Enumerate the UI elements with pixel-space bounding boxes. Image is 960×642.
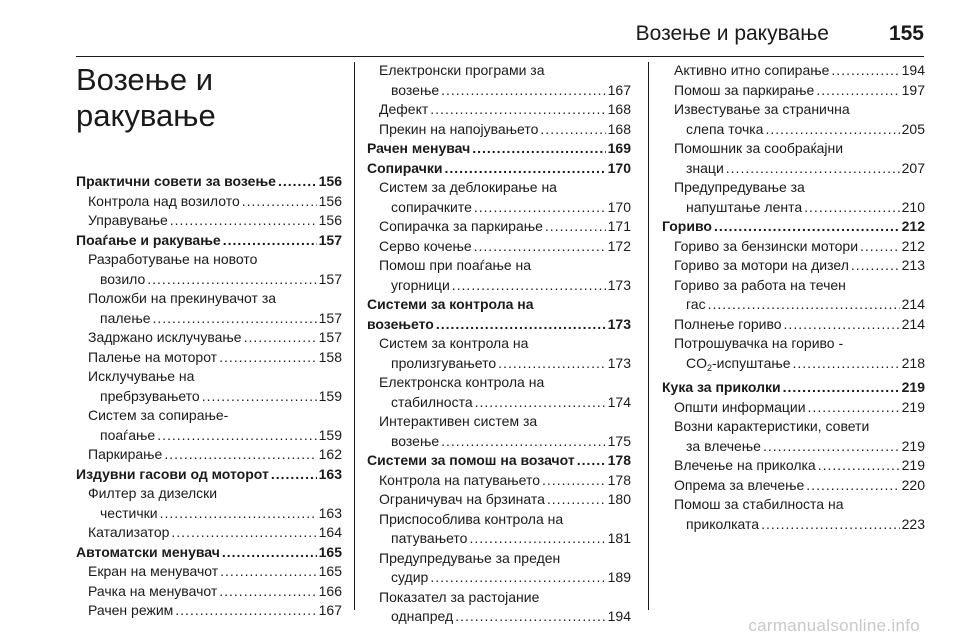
toc-entry-line: Разработување на новото <box>88 251 258 267</box>
toc-entry[interactable]: Прекин на напојувањето ..... 168 <box>367 120 631 140</box>
toc-entry-line: Електронска контрола на <box>379 374 545 390</box>
toc-entry[interactable]: Ограничувач на брзината ..... 180 <box>367 490 631 510</box>
toc-entry[interactable]: Дефект ..... 168 <box>367 100 631 120</box>
toc-entry[interactable]: Автоматски менувач ..... 165 <box>76 543 342 563</box>
toc-entry[interactable]: Рачен менувач ..... 169 <box>367 139 631 159</box>
toc-entry[interactable]: угорници ..... 173 <box>367 276 631 296</box>
toc-entry-line: Предупредување за преден <box>379 549 561 566</box>
toc-entry[interactable]: палење ..... 157 <box>76 309 342 329</box>
toc-entry[interactable]: Полнење гориво ..... 214 <box>662 315 925 335</box>
toc-entry[interactable]: Серво кочење ..... 172 <box>367 237 631 257</box>
toc-entry[interactable]: возење ..... 175 <box>367 432 631 452</box>
toc-entry-line: Систем за сопирање- <box>88 407 229 423</box>
toc-column-1 <box>76 172 342 621</box>
toc-entry[interactable]: честички ..... 163 <box>76 504 342 524</box>
page-number: 155 <box>888 22 924 45</box>
header-rule <box>76 56 924 57</box>
toc-entry[interactable]: Рачка на менувачот ..... 166 <box>76 582 342 602</box>
toc-entry[interactable]: Гориво за мотори на дизел ..... 213 <box>662 256 925 276</box>
toc-entry[interactable]: $CO_2$-испуштање ..... 218 <box>662 354 925 379</box>
toc-entry-line: Помошник за сообраќајни <box>674 140 844 156</box>
toc-entry[interactable]: Општи информации ..... 219 <box>662 398 925 418</box>
toc-entry[interactable]: возење ..... 167 <box>367 81 631 101</box>
toc-entry[interactable]: Сопирачка за паркирање ..... 171 <box>367 217 631 237</box>
toc-entry-line: Филтер за дизелски <box>88 485 218 501</box>
toc-entry[interactable]: стабилноста ..... 174 <box>367 393 631 413</box>
toc-entry[interactable]: Системи за помош на возачот ..... 178 <box>367 451 631 471</box>
toc-entry-line: Интерактивен систем за <box>379 413 538 429</box>
toc-entry-line: Потрошувачка на гориво - <box>674 335 844 351</box>
toc-entry-line: Положби на прекинувачот за <box>88 290 277 306</box>
toc-entry[interactable]: Опрема за влечење ..... 220 <box>662 476 925 496</box>
toc-entry[interactable]: пролизгувањето ..... 173 <box>367 354 631 374</box>
toc-entry[interactable]: поаѓање ..... 159 <box>76 426 342 446</box>
toc-entry[interactable]: возењето ..... 173 <box>367 315 631 335</box>
toc-entry[interactable]: слепа точка ..... 205 <box>662 120 925 140</box>
toc-entry[interactable]: приколката ..... 223 <box>662 515 925 535</box>
toc-entry-line: Исклучување на <box>88 368 195 384</box>
watermark: carmanualsonline.info <box>748 616 920 635</box>
toc-entry[interactable]: Контрола над возилото ..... 156 <box>76 192 342 212</box>
toc-entry[interactable]: знаци ..... 207 <box>662 159 925 179</box>
toc-entry[interactable]: судир ..... 189 <box>367 568 631 588</box>
toc-entry[interactable]: Катализатор ..... 164 <box>76 523 342 543</box>
toc-entry[interactable]: возило ..... 157 <box>76 270 342 290</box>
toc-column-3 <box>662 61 925 534</box>
toc-entry-line: Систем за контрола на <box>379 335 529 351</box>
toc-entry-line: Електронски програми за <box>379 62 545 78</box>
toc-entry[interactable]: Гориво за бензински мотори ..... 212 <box>662 237 925 257</box>
toc-entry[interactable]: Контрола на патувањето ..... 178 <box>367 471 631 491</box>
toc-entry[interactable]: Задржано исклучување ..... 157 <box>76 328 342 348</box>
toc-entry[interactable]: Рачен режим ..... 167 <box>76 601 342 621</box>
toc-entry[interactable]: пребрзувањето ..... 159 <box>76 387 342 407</box>
toc-entry[interactable]: патувањето ..... 181 <box>367 529 631 549</box>
toc-entry[interactable]: Паркирање ..... 162 <box>76 445 342 465</box>
toc-entry[interactable]: Влечење на приколка ..... 219 <box>662 456 925 476</box>
toc-entry-line: Предупредување за <box>674 179 805 195</box>
column-divider-1 <box>354 62 355 610</box>
toc-entry-line: Известување за странична <box>674 101 850 117</box>
toc-entry[interactable]: Гориво ..... 212 <box>662 217 925 237</box>
toc-entry[interactable]: Кука за приколки ..... 219 <box>662 378 925 398</box>
toc-entry[interactable]: Палење на моторот ..... 158 <box>76 348 342 368</box>
toc-entry[interactable]: сопирачките ..... 170 <box>367 198 631 218</box>
toc-entry-line: Показател за растојание <box>379 588 540 605</box>
toc-entry[interactable]: Екран на менувачот ..... 165 <box>76 562 342 582</box>
running-header <box>76 22 924 46</box>
toc-entry-line: Помош при поаѓање на <box>379 257 532 273</box>
toc-entry-line: Приспособлива контрола на <box>379 510 564 527</box>
toc-entry-line: Помош за стабилноста на <box>674 496 844 512</box>
running-title: Возење и ракување <box>635 22 829 45</box>
toc-entry[interactable]: Практични совети за возење ..... 156 <box>76 172 342 192</box>
toc-entry[interactable]: Активно итно сопирање ..... 194 <box>662 61 925 81</box>
toc-entry[interactable]: гас ..... 214 <box>662 295 925 315</box>
toc-entry[interactable]: Издувни гасови од моторот ..... 163 <box>76 465 342 485</box>
toc-entry[interactable]: Управување ..... 156 <box>76 211 342 231</box>
toc-entry-line: Системи за контрола на <box>367 296 534 312</box>
toc-entry-line: Систем за деблокирање на <box>379 179 557 195</box>
toc-entry-line: Гориво за работа на течен <box>674 276 846 293</box>
toc-column-2 <box>367 61 631 627</box>
toc-entry[interactable]: за влечење ..... 219 <box>662 437 925 457</box>
toc-entry-line: Возни карактеристики, совети <box>674 418 870 434</box>
toc-entry[interactable]: однапред ..... 194 <box>367 607 631 627</box>
column-divider-2 <box>648 62 649 610</box>
toc-entry[interactable]: напуштање лента ..... 210 <box>662 198 925 218</box>
toc-entry[interactable]: Поаѓање и ракување ..... 157 <box>76 231 342 251</box>
toc-entry[interactable]: Сопирачки ..... 170 <box>367 159 631 179</box>
toc-entry[interactable]: Помош за паркирање ..... 197 <box>662 81 925 101</box>
chapter-title: Возење и ракување <box>76 62 216 133</box>
